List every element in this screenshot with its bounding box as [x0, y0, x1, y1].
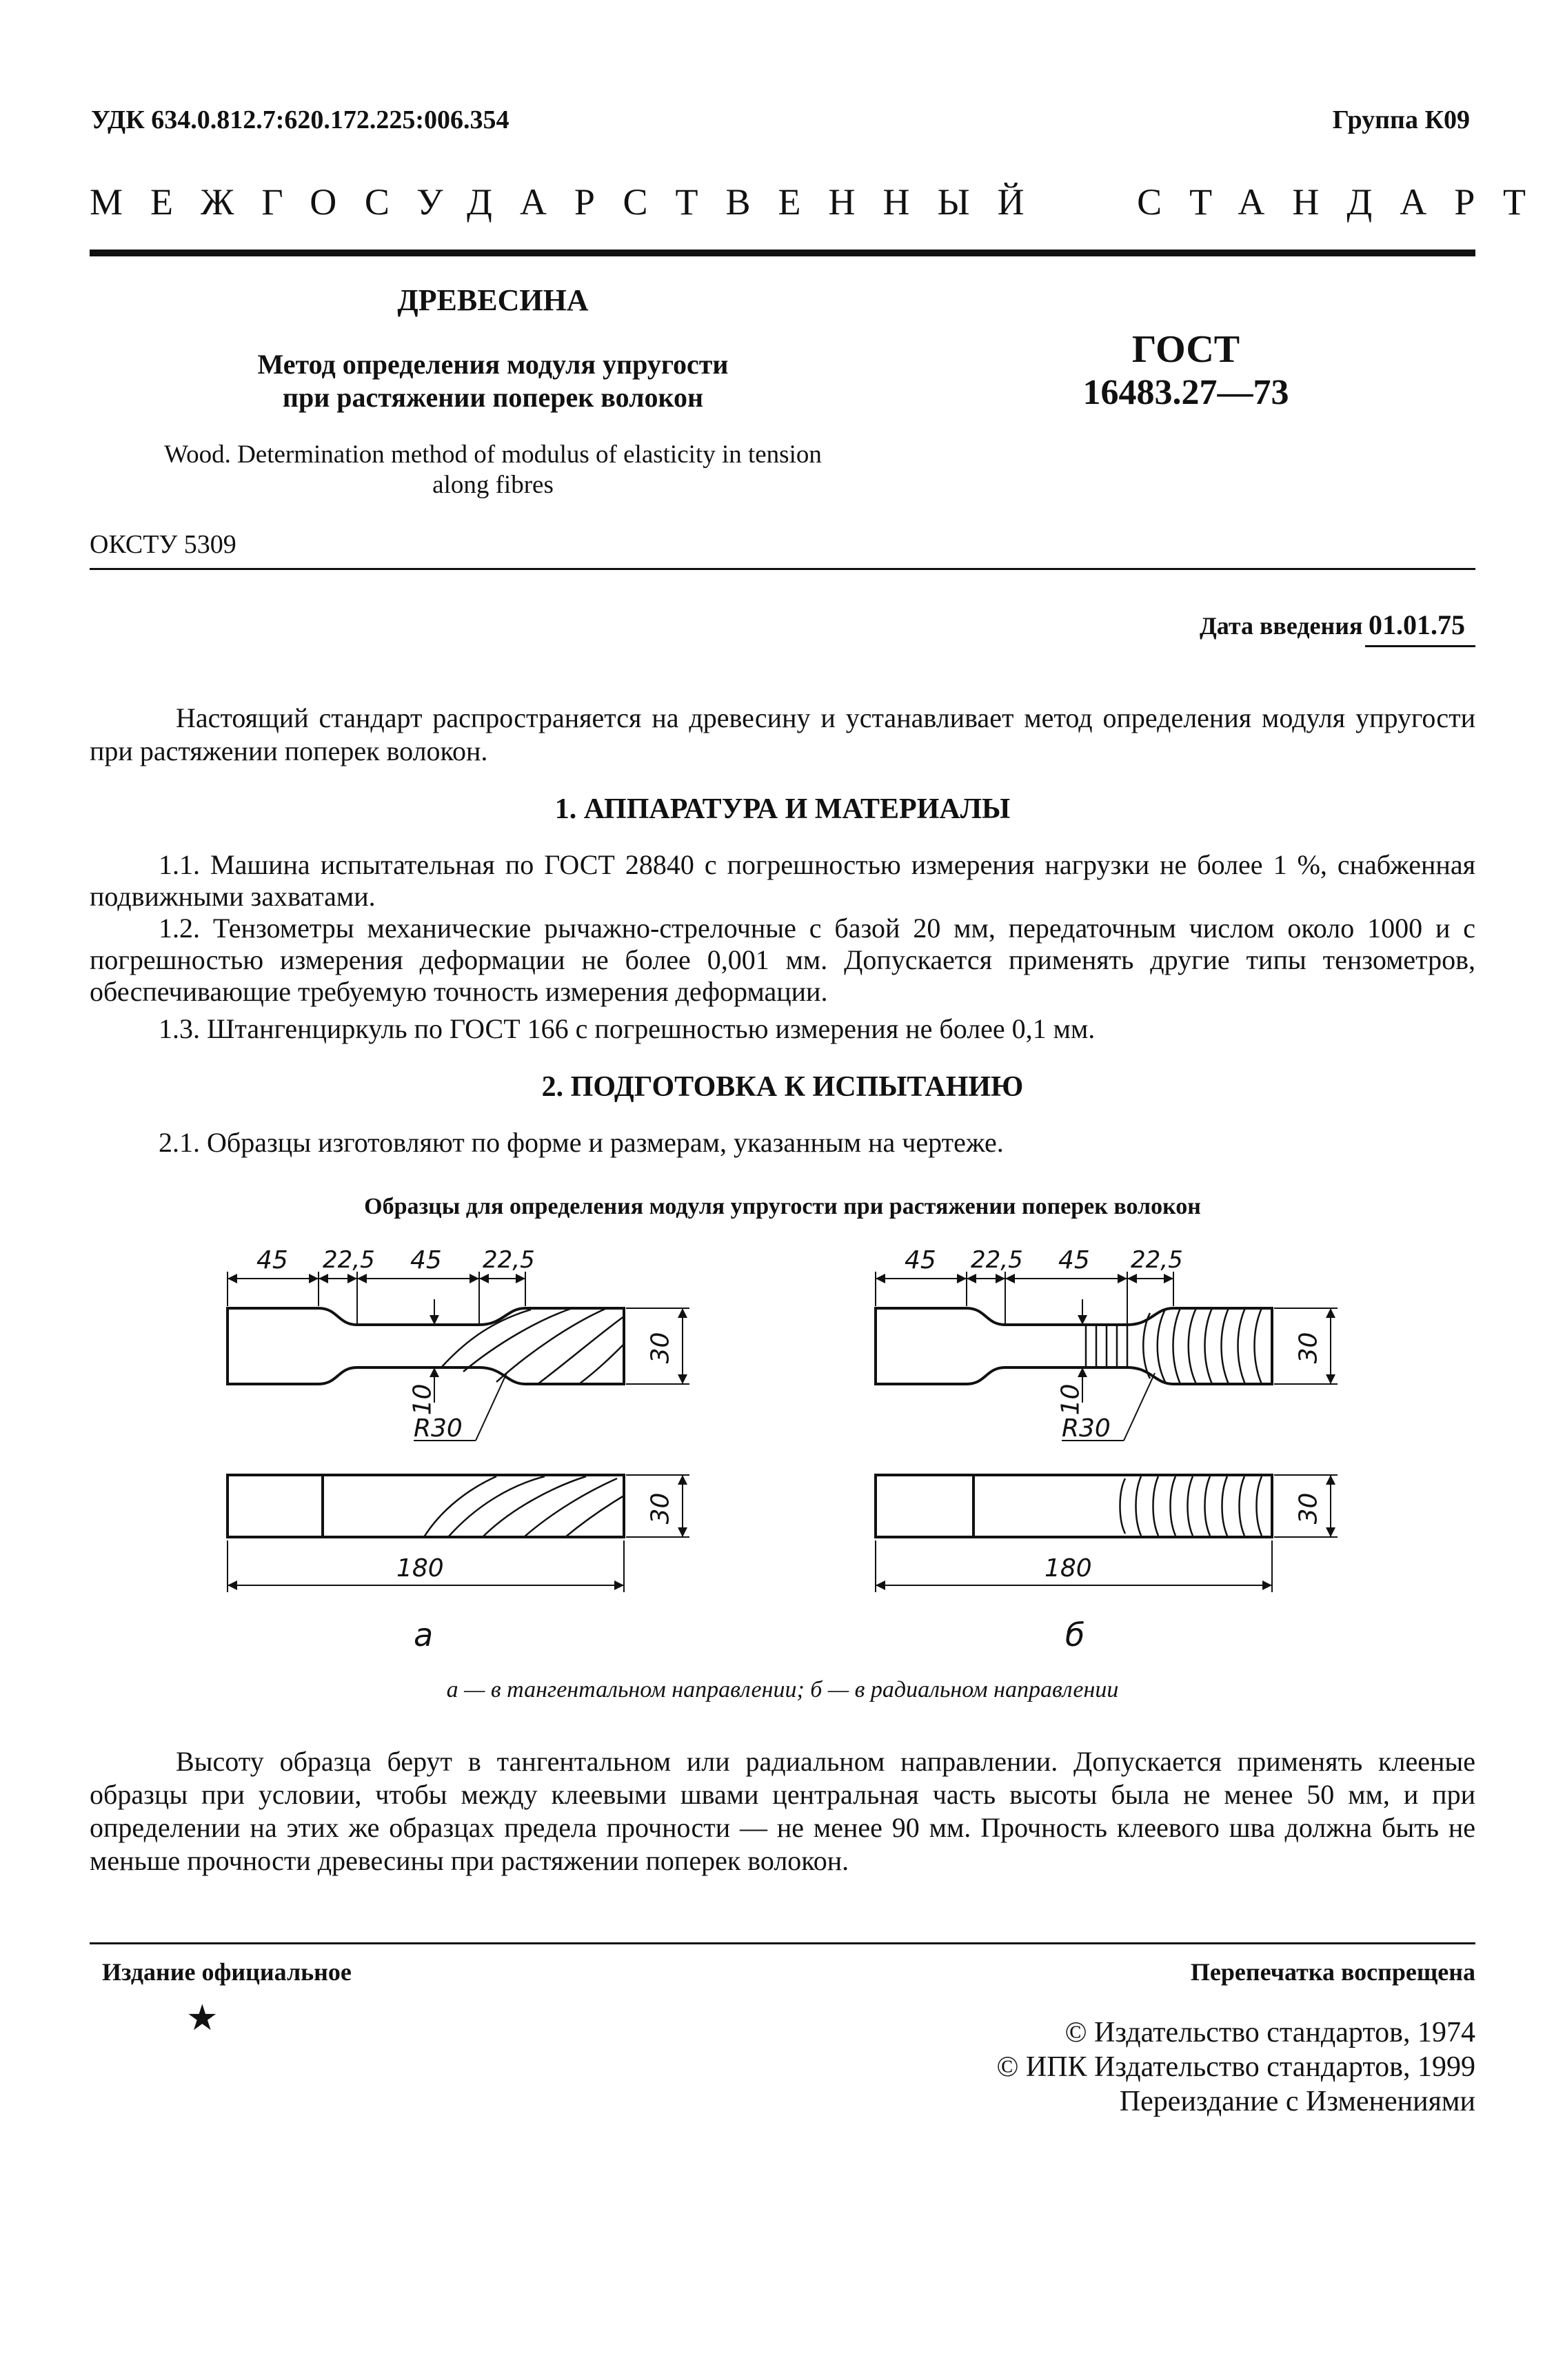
- udk-code: УДК 634.0.812.7:620.172.225:006.354: [91, 105, 509, 134]
- dim-label-45: 45: [905, 1246, 936, 1274]
- dim-label-22-5: 22,5: [483, 1246, 535, 1274]
- intro-paragraph: Настоящий стандарт распространяется на древесину и устанавливает метод определения модуля упругости при растяжении поперек волокон.: [90, 702, 1475, 766]
- gost-number: 16483.27—73: [1082, 373, 1289, 412]
- figure-title: Образцы для определения модуля упругости при растяжении поперек волокон: [364, 1194, 1201, 1219]
- dim-label-30: 30: [646, 1492, 675, 1525]
- subject-title: ДРЕВЕСИНА: [397, 283, 589, 317]
- star-icon: ★: [186, 1999, 219, 2038]
- intro-date-value: 01.01.75: [1369, 609, 1465, 640]
- height-paragraph: Высоту образца берут в тангентальном или радиальном направлении. Допускается применять клееные образцы при условии, чтобы между клеевыми швами центральная часть высоты была не менее 50 мм, и при определении на этих же образцах предела прочности — не менее 90 мм. Прочность клеевого шва должна быть не меньше прочности древесины при растяжении поперек волокон.: [90, 1746, 1475, 1876]
- specimen-b-side-grain: [1120, 1476, 1262, 1536]
- dim-label-45: 45: [256, 1246, 288, 1274]
- official-edition: Издание официальное: [102, 1958, 352, 1986]
- specimen-a-grain: [441, 1308, 624, 1384]
- specimen-b-top-view: [876, 1308, 1272, 1384]
- length-label: 180: [396, 1554, 444, 1583]
- intro-date-label: Дата введения: [1200, 612, 1363, 640]
- specimen-a-side-grain: [424, 1476, 624, 1537]
- okstu-code: ОКСТУ 5309: [90, 530, 236, 559]
- dim-label-30: 30: [646, 1332, 675, 1364]
- group-code: Группа К09: [1332, 105, 1470, 134]
- title-ru-line2: при растяжении поперек волокон: [282, 382, 704, 413]
- gost-label: ГОСТ: [1131, 328, 1240, 371]
- dim-label-10: 10: [1056, 1383, 1085, 1416]
- dim-label-45: 45: [410, 1246, 442, 1274]
- paragraph-2-1: 2.1. Образцы изготовляют по форме и размерам, указанным на чертеже.: [159, 1127, 1004, 1158]
- title-en-line2: along fibres: [432, 471, 554, 499]
- dim-label-45: 45: [1058, 1246, 1090, 1274]
- section1-heading: 1. АППАРАТУРА И МАТЕРИАЛЫ: [554, 793, 1011, 825]
- dim-label-10: 10: [408, 1383, 437, 1416]
- figure-caption: а — в тангентальном направлении; б — в радиальном направлении: [446, 1677, 1119, 1702]
- section2-heading: 2. ПОДГОТОВКА К ИСПЫТАНИЮ: [541, 1071, 1024, 1103]
- interstate-standard-banner: МЕЖГОСУДАРСТВЕННЫЙ СТАНДАРТ: [90, 181, 1553, 223]
- reissue-note: Переиздание с Изменениями: [1119, 2086, 1475, 2117]
- reprint-prohibited: Перепечатка воспрещена: [1190, 1958, 1475, 1986]
- specimen-b-side-view: [876, 1475, 1272, 1537]
- specimen-b-label: б: [1065, 1616, 1085, 1654]
- title-en-line1: Wood. Determination method of modulus of elasticity in tension: [164, 440, 822, 469]
- radius-label: R30: [414, 1414, 463, 1443]
- radius-label: R30: [1062, 1414, 1111, 1443]
- dim-label-22-5: 22,5: [323, 1246, 375, 1274]
- paragraph-1-3: 1.3. Штангенциркуль по ГОСТ 166 с погрешностью измерения не более 0,1 мм.: [159, 1013, 1096, 1044]
- paragraph-1-2: 1.2. Тензометры механические рычажно-стрелочные с базой 20 мм, передаточным числом около 1000 и с погрешностью измерения деформации не более 0,001 мм. Допускается применять другие типы тензометров, обеспечивающие требуемую точность измерения деформации.: [90, 913, 1475, 1007]
- dim-label-30: 30: [1294, 1492, 1323, 1525]
- title-ru-line1: Метод определения модуля упругости: [257, 349, 729, 380]
- copyright-1999: © ИПК Издательство стандартов, 1999: [996, 2051, 1475, 2083]
- dim-label-22-5: 22,5: [1131, 1246, 1183, 1274]
- specimen-b-grain: [1086, 1308, 1262, 1384]
- specimen-a-top-view: [228, 1308, 624, 1384]
- paragraph-1-1: 1.1. Машина испытательная по ГОСТ 28840 с погрешностью измерения нагрузки не более 1 %, снабженная подвижными захватами.: [90, 849, 1475, 912]
- dim-label-30: 30: [1294, 1332, 1323, 1364]
- copyright-1974: © Издательство стандартов, 1974: [1064, 2017, 1475, 2048]
- dim-label-22-5: 22,5: [971, 1246, 1023, 1274]
- length-label: 180: [1045, 1554, 1092, 1583]
- specimen-a-label: а: [414, 1616, 434, 1654]
- footer-rule: [90, 1942, 1475, 1944]
